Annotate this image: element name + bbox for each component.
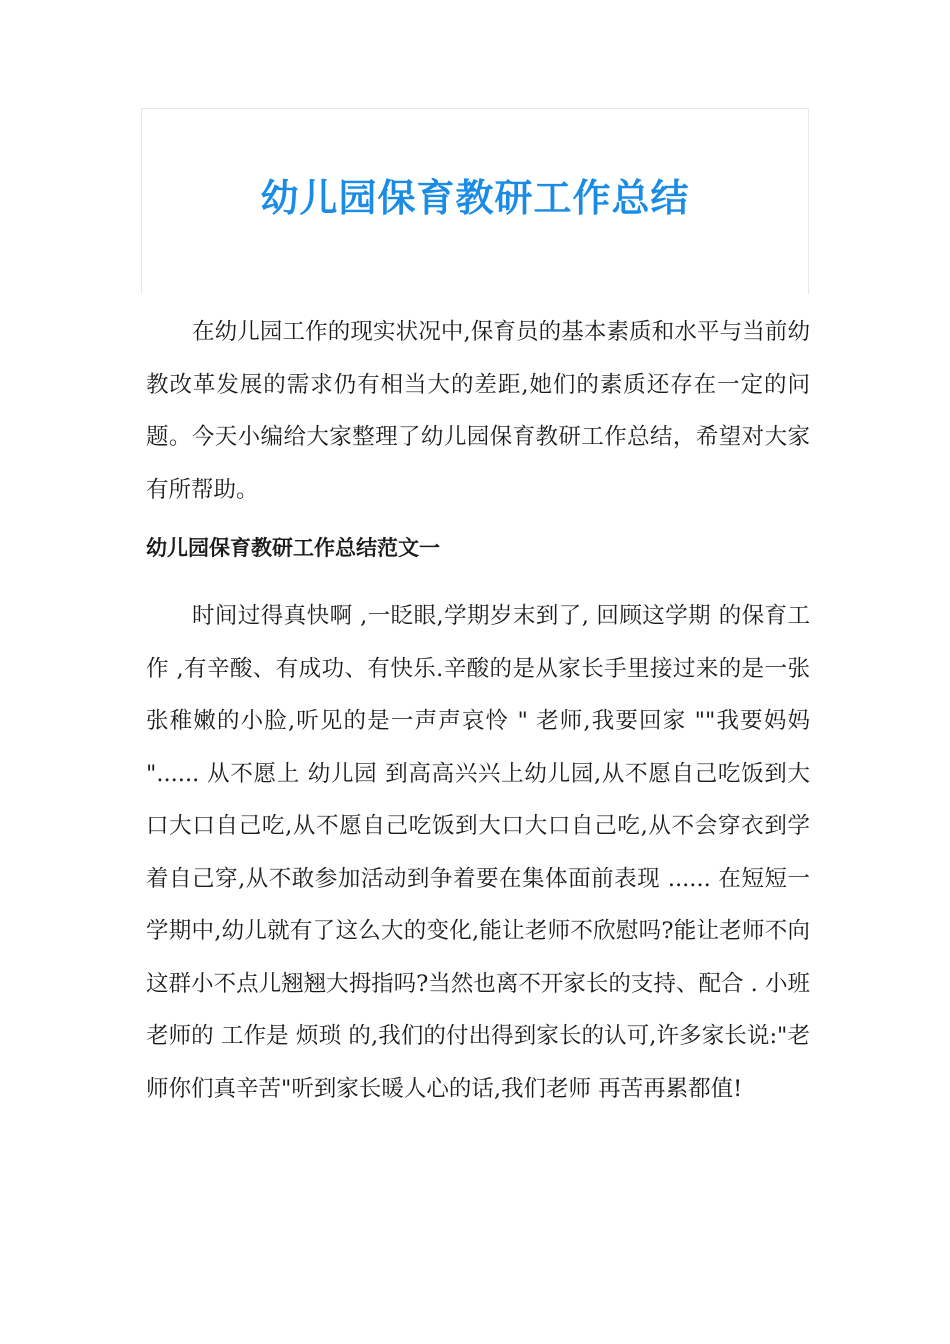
section-heading: 幼儿园保育教研工作总结范文一 [146, 536, 440, 560]
intro-paragraph: 在幼儿园工作的现实状况中,保育员的基本素质和水平与当前幼教改革发展的需求仍有相当大的差距,她们的素质还存在一定的问题。今天小编给大家整理了幼儿园保育教研工作总结，希望对大家有所帮助。 [146, 319, 810, 503]
document-title: 幼儿园保育教研工作总结 [260, 176, 690, 220]
section-body-paragraph: 时间过得真快啊 ,一眨眼,学期岁末到了, 回顾这学期 的保育工作 ,有辛酸、有成功、有快乐.辛酸的是从家长手里接过来的是一张张稚嫩的小脸,听见的是一声声哀怜 " 老师,我要回家 ""我要妈妈 "...... 从不愿上 幼儿园 到高高兴兴上幼儿园,从不愿自己吃饭到大口大口自己吃,从不愿自己吃饭到大口大口自己吃,从不会穿衣到学着自己穿,从不敢参加活动到争着要在集体面前表现 ...... 在短短一学期中,幼儿就有了这么大的变化,能让老师不欣慰吗?能让老师不向这群小不点儿翘翘大拇指吗?当然也离不开家长的支持、配合 . 小班老师的 工作是 烦琐 的,我们的付出得到家长的认可,许多家长说:"老师你们真辛苦"听到家长暖人心的话,我们老师 再苦再累都值! [146, 603, 810, 1102]
title-box [141, 108, 809, 294]
